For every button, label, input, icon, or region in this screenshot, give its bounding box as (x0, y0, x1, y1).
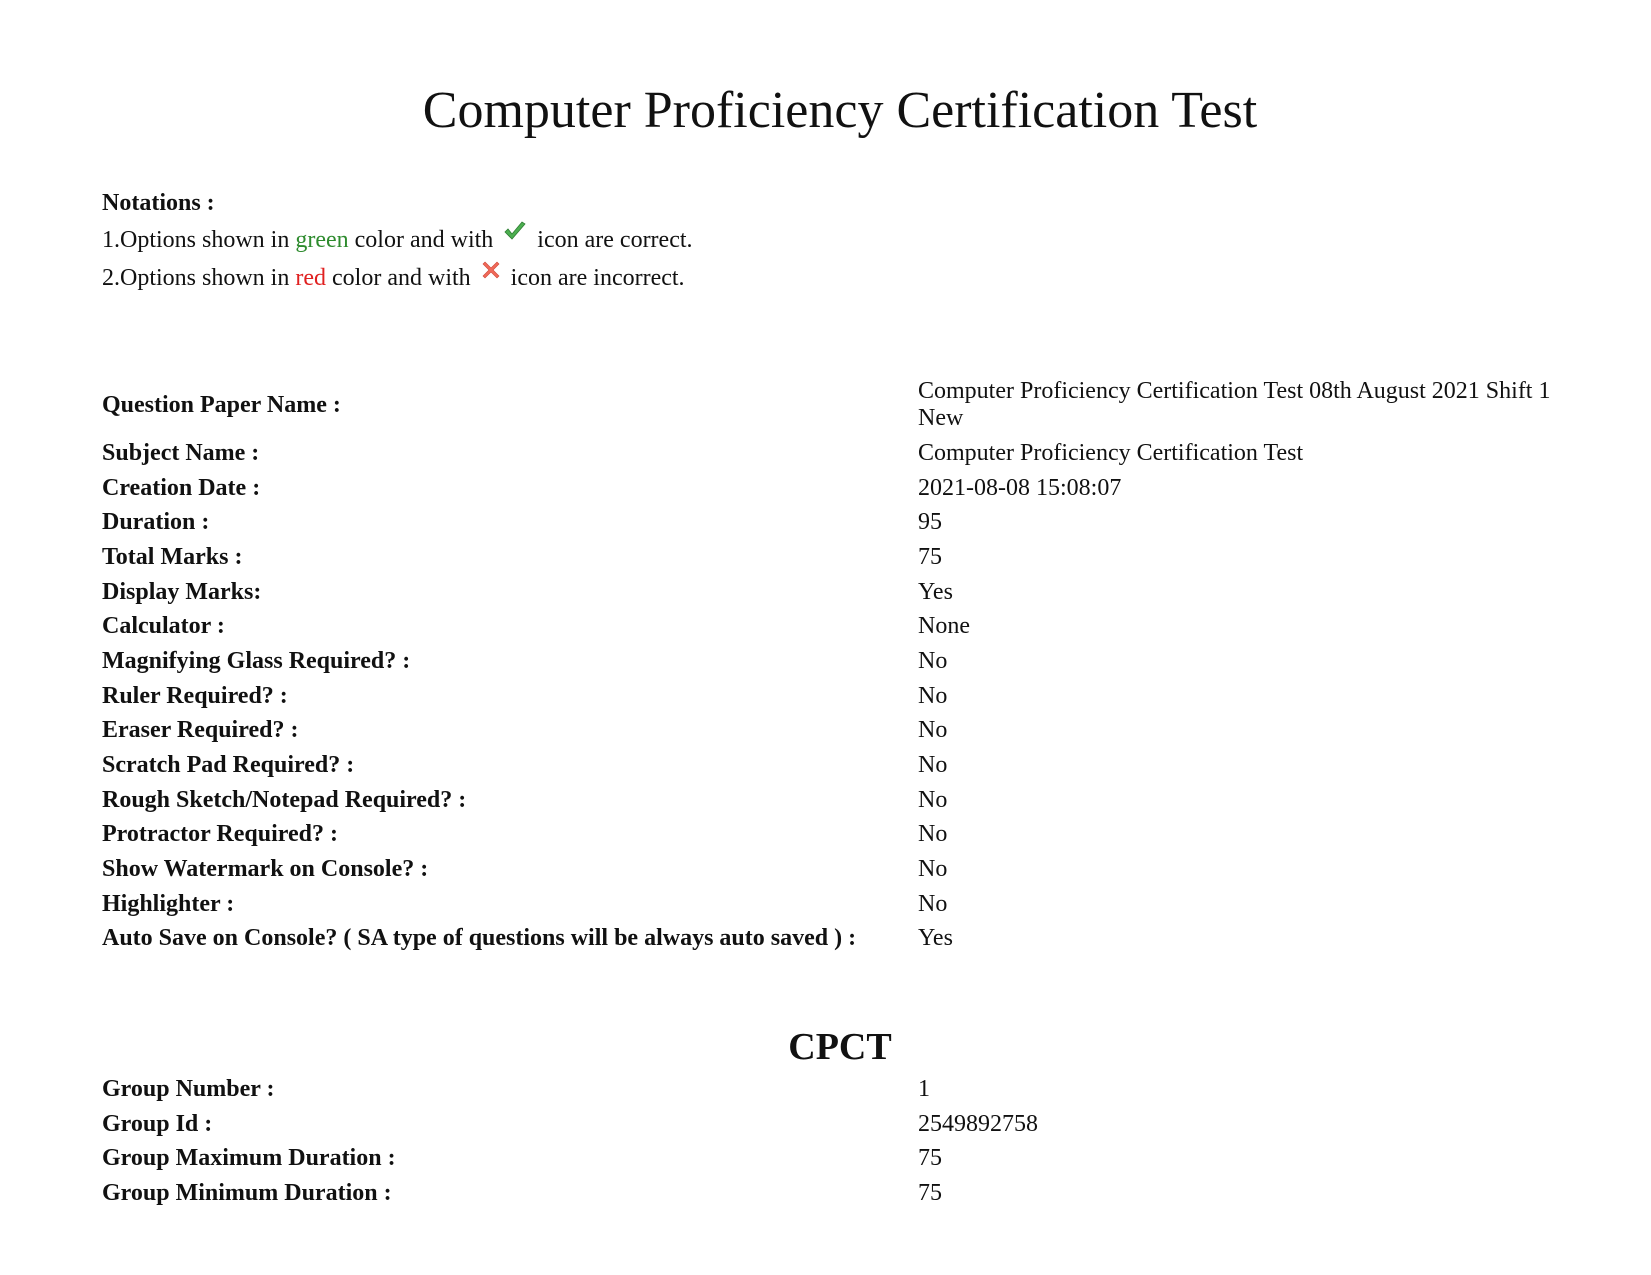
info-row (102, 852, 1578, 887)
info-value: 95 (918, 509, 942, 536)
info-value: Computer Proficiency Certification Test (918, 439, 1304, 466)
info-value: Yes (918, 578, 953, 605)
info-label: Protractor Required? : (102, 821, 338, 848)
info-row (102, 540, 1578, 575)
info-row (102, 887, 1578, 922)
group-value: 2549892758 (918, 1110, 1038, 1137)
group-value: 75 (918, 1179, 942, 1206)
info-value: 2021-08-08 15:08:07 (918, 474, 1122, 501)
info-label: Ruler Required? : (102, 682, 288, 709)
info-value: No (918, 717, 948, 744)
group-row (102, 1141, 1578, 1176)
info-row (102, 644, 1578, 679)
info-value: No (918, 647, 948, 674)
info-row (102, 714, 1578, 749)
group-label: Group Maximum Duration : (102, 1145, 396, 1172)
info-row (102, 818, 1578, 853)
group-label: Group Minimum Duration : (102, 1179, 392, 1206)
info-label: Creation Date : (102, 474, 261, 501)
info-label: Eraser Required? : (102, 717, 299, 744)
notations-heading: Notations : (102, 190, 215, 216)
group-row (102, 1107, 1578, 1142)
group-label: Group Id : (102, 1110, 213, 1137)
group-info-table (102, 1072, 1578, 1211)
info-label: Total Marks : (102, 543, 243, 570)
group-value: 75 (918, 1145, 942, 1172)
page-title: Computer Proficiency Certification Test (422, 82, 1258, 139)
info-label: Highlighter : (102, 890, 235, 917)
info-value: No (918, 821, 948, 848)
notation-correct (102, 222, 693, 260)
info-value: 75 (918, 543, 942, 570)
info-label: Display Marks: (102, 578, 262, 605)
info-value: No (918, 890, 948, 917)
group-label: Group Number : (102, 1075, 275, 1102)
info-label: Scratch Pad Required? : (102, 752, 355, 779)
info-row (102, 374, 1578, 436)
info-value: Yes (918, 925, 953, 952)
info-label: Duration : (102, 509, 210, 536)
group-value: 1 (918, 1075, 930, 1102)
info-value: None (918, 613, 970, 640)
paper-info-table (102, 374, 1578, 956)
info-value: No (918, 856, 948, 883)
notation-incorrect (102, 260, 693, 298)
info-row (102, 575, 1578, 610)
notation-correct-suffix: icon are correct. (531, 227, 693, 253)
info-label: Question Paper Name : (102, 391, 341, 418)
info-label: Magnifying Glass Required? : (102, 647, 411, 674)
notation-incorrect-prefix: 2.Options shown in (102, 264, 296, 291)
info-row (102, 922, 1578, 957)
notation-correct-middle: color and with (348, 227, 500, 253)
notation-green-word: green (295, 227, 349, 253)
info-value: No (918, 786, 948, 813)
info-label: Show Watermark on Console? : (102, 856, 429, 883)
info-row (102, 748, 1578, 783)
notation-red-word: red (295, 264, 327, 291)
info-label: Calculator : (102, 613, 225, 640)
info-value: No (918, 682, 948, 709)
group-row (102, 1176, 1578, 1211)
info-row (102, 436, 1578, 471)
info-value: Computer Proficiency Certification Test 08th August 2021 Shift 1 New (918, 378, 1551, 431)
info-label: Rough Sketch/Notepad Required? : (102, 786, 467, 813)
notations-block (102, 185, 693, 298)
info-row (102, 783, 1578, 818)
notation-correct-prefix: 1.Options shown in (102, 227, 296, 253)
info-row (102, 471, 1578, 506)
info-label: Auto Save on Console? ( SA type of questions will be always auto saved ) : (102, 925, 857, 952)
info-label: Subject Name : (102, 439, 260, 466)
notation-incorrect-middle: color and with (326, 264, 477, 291)
cross-icon (481, 255, 501, 292)
info-row (102, 609, 1578, 644)
check-icon (503, 217, 527, 254)
notation-incorrect-suffix: icon are incorrect. (504, 264, 685, 291)
info-row (102, 679, 1578, 714)
section-title: CPCT (788, 1026, 892, 1068)
info-row (102, 505, 1578, 540)
info-value: No (918, 752, 948, 779)
group-row (102, 1072, 1578, 1107)
